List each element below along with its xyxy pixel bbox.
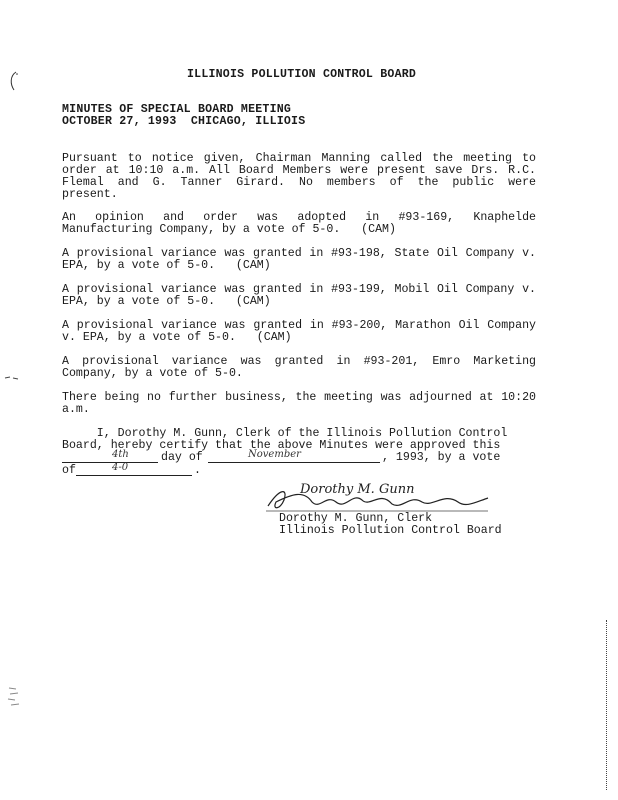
right-edge-marks xyxy=(606,620,608,790)
cert-line2: Board, hereby certify that the above Minutes were approved this xyxy=(62,439,501,452)
p1-line3: Flemal and G. Tanner Girard. No members of the public were xyxy=(62,176,536,189)
margin-mark-middle xyxy=(4,374,20,382)
p1-line2: order at 10:10 a.m. All Board Members were present save Drs. R.C. xyxy=(62,164,536,177)
month-blank xyxy=(208,462,380,463)
p2-line1: An opinion and order was adopted in #93-169, Knaphelde xyxy=(62,211,536,224)
day-of-label: day of xyxy=(161,451,203,464)
p1-line4: present. xyxy=(62,188,118,201)
cert-line1: I, Dorothy M. Gunn, Clerk of the Illinois Pollution Control xyxy=(62,427,508,440)
vote-period: . xyxy=(194,464,201,477)
p5-line2: v. EPA, by a vote of 5-0. (CAM) xyxy=(62,331,292,344)
meeting-title: MINUTES OF SPECIAL BOARD MEETING xyxy=(62,103,292,116)
handwritten-signature: Dorothy M. Gunn xyxy=(300,482,415,497)
handwritten-day: 4th xyxy=(112,449,129,460)
p7-line1: There being no further business, the meeting was adjourned at 10:20 xyxy=(62,391,536,404)
margin-mark-bottom xyxy=(6,686,28,712)
meeting-date: OCTOBER 27, 1993 CHICAGO, ILLIOIS xyxy=(62,115,306,128)
year-text: , 1993, by a vote xyxy=(382,451,501,464)
p1-line1: Pursuant to notice given, Chairman Manning called the meeting to xyxy=(62,152,536,165)
signer-name: Dorothy M. Gunn, Clerk xyxy=(279,512,433,525)
p2-line2: Manufacturing Company, by a vote of 5-0. (CAM) xyxy=(62,223,396,236)
margin-mark-top xyxy=(6,70,20,94)
p4-line1: A provisional variance was granted in #93-199, Mobil Oil Company v. xyxy=(62,283,536,296)
p6-line2: Company, by a vote of 5-0. xyxy=(62,367,243,380)
of-label: of xyxy=(62,464,76,477)
p4-line2: EPA, by a vote of 5-0. (CAM) xyxy=(62,295,271,308)
vote-blank xyxy=(76,475,192,476)
p6-line1: A provisional variance was granted in #93-201, Emro Marketing xyxy=(62,355,536,368)
p5-line1: A provisional variance was granted in #93-200, Marathon Oil Company xyxy=(62,319,536,332)
p3-line1: A provisional variance was granted in #93-198, State Oil Company v. xyxy=(62,247,536,260)
day-blank xyxy=(62,462,158,463)
handwritten-vote: 4-0 xyxy=(112,462,129,473)
p3-line2: EPA, by a vote of 5-0. (CAM) xyxy=(62,259,271,272)
page-title: ILLINOIS POLLUTION CONTROL BOARD xyxy=(187,68,417,81)
signer-org: Illinois Pollution Control Board xyxy=(279,524,502,537)
handwritten-month: November xyxy=(248,449,301,460)
p7-line2: a.m. xyxy=(62,403,90,416)
